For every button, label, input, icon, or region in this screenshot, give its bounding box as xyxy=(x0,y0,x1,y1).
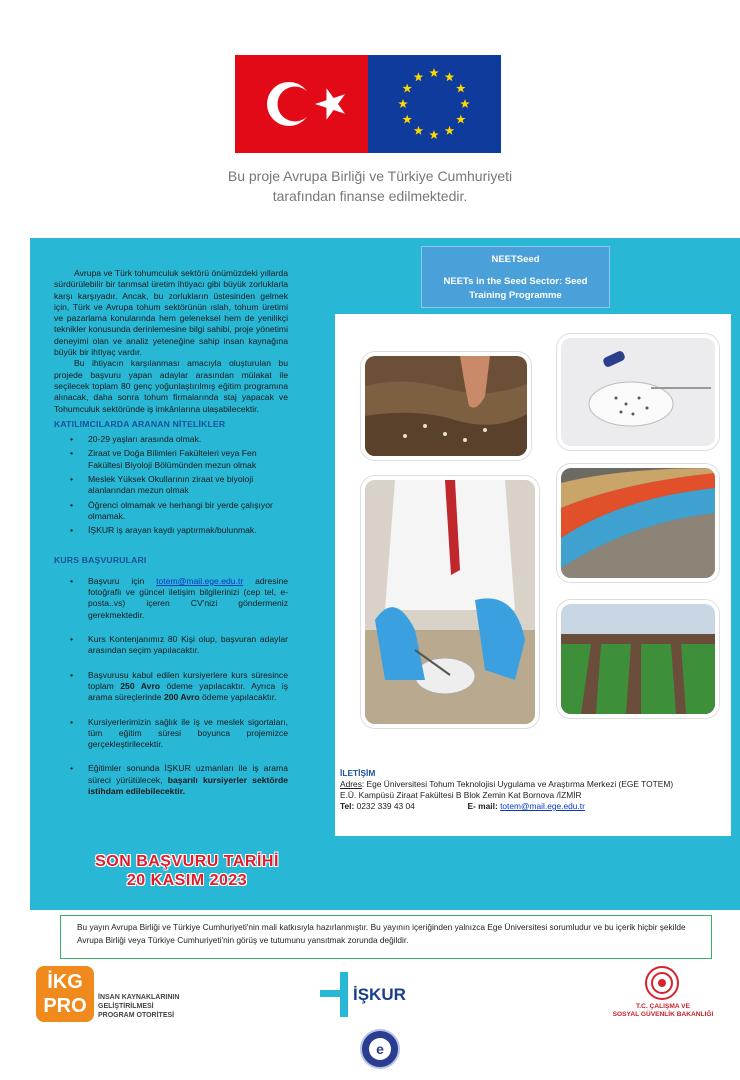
requirement-item: • 20-29 yaşları arasında olmak. xyxy=(54,434,288,445)
address-label: Adres xyxy=(340,779,362,789)
photo-petri-dish xyxy=(557,334,719,450)
contact-title: İLETİŞİM xyxy=(340,768,376,778)
pro-logo-text: PRO xyxy=(43,995,87,1017)
employment-highlight: başarılı kursiyerler sektörde istihdam edilebilecektir. xyxy=(88,774,288,796)
requirements-list xyxy=(54,434,288,536)
application-item-payment xyxy=(54,670,288,704)
ministry-emblem-icon xyxy=(645,966,679,1000)
ikg-caption-line: PROGRAM OTORİTESİ xyxy=(98,1011,175,1019)
deadline-line-1: SON BAŞVURU TARİHİ xyxy=(95,853,279,870)
photo-area xyxy=(335,314,731,836)
application-text: ödeme yapılacaktır. xyxy=(202,692,277,703)
contact-block xyxy=(340,768,730,812)
photo-seed-collection xyxy=(557,464,719,582)
program-title-box xyxy=(421,246,610,308)
ikg-caption-line: GELİŞTİRİLMESİ xyxy=(98,1002,154,1010)
ikg-caption xyxy=(98,994,179,1020)
ikg-logo-text: İKG xyxy=(47,971,83,993)
contact-address xyxy=(340,779,730,790)
payment-amount-1: 250 Avro xyxy=(120,680,161,691)
ministry-line-2: SOSYAL GÜVENLİK BAKANLIĞI xyxy=(612,1011,714,1018)
applications-title: KURS BAŞVURULARI xyxy=(54,554,147,565)
application-text: Başvurusu kabul edilen kursiyerlere kurs süresince toplam xyxy=(88,669,288,691)
payment-amount-2: 200 Avro xyxy=(163,692,200,703)
eu-star-icon xyxy=(429,68,439,77)
application-text: Başvuru için xyxy=(88,575,145,586)
eu-star-icon xyxy=(456,115,466,124)
left-column xyxy=(54,268,288,810)
eu-star-icon xyxy=(414,126,424,135)
requirements-title: KATILIMCILARDA ARANAN NİTELİKLER xyxy=(54,418,226,429)
eu-star-icon xyxy=(402,115,412,124)
application-item-email xyxy=(54,576,288,621)
phone-label: Tel: xyxy=(340,801,355,811)
disclaimer: Bu yayın Avrupa Birliği ve Türkiye Cumhuriyeti'nin mali katkısıyla hazırlanmıştır. Bu yayının içeriğinden yalnızca Ege Üniversitesi sorumludur ve bu içerik hiçbir şekilde Avrupa Birliği veya Türkiye Cumhuriyeti'nin görüş ve tutumunu yansıtmak zorunda değildir. xyxy=(60,915,712,959)
address-line-1: : Ege Üniversitesi Tohum Teknolojisi Uygulama ve Araştırma Merkezi (EGE TOTEM) xyxy=(361,779,674,789)
eu-star-icon xyxy=(402,84,412,93)
application-text: Eğitimler sonunda İŞKUR uzmanları ile iş arama süreci yürütülecek, xyxy=(88,763,288,785)
eu-star-icon xyxy=(445,126,455,135)
ikg-pro-logo xyxy=(36,966,94,1022)
contact-email-link[interactable]: totem@mail.ege.edu.tr xyxy=(500,801,585,811)
deadline-date: 20 KASIM 2023 xyxy=(126,872,248,889)
photo-seed-sowing xyxy=(361,352,531,460)
requirement-item: • Öğrenci olmamak ve herhangi bir yerde çalışıyor olmamak. xyxy=(54,500,288,523)
program-subtitle: NEETs in the Seed Sector: Seed Training Programme xyxy=(443,276,588,301)
funding-line-1: Bu proje Avrupa Birliği ve Türkiye Cumhuriyeti xyxy=(227,168,513,184)
applications-list xyxy=(54,576,288,797)
eu-star-icon xyxy=(456,84,466,93)
ikg-caption-line: İNSAN KAYNAKLARININ xyxy=(98,994,180,1001)
eu-star-icon xyxy=(398,99,408,108)
requirement-item: • İŞKUR iş arayan kaydı yaptırmak/bulunmak. xyxy=(54,525,288,536)
svg-text:e: e xyxy=(376,1041,384,1057)
intro-paragraph-2: Bu ihtiyacın karşılanması amacıyla oluşturulan bu projede başvuru yapan adaylar arasından mülakat ile seçilecek toplam 80 genç yoğunlaştırılmış eğitim programına alınacak, daha sonra tohum firmalarında staj yapacak ve Tohumculuk sektöründe iş imkânlarına ulaşabilecektir. xyxy=(54,358,288,414)
email-label: E- mail: xyxy=(467,801,498,811)
photo-lab-work xyxy=(361,476,539,728)
application-item-insurance: • Kursiyerlerimizin sağlık ile iş ve meslek sigortaları, tüm eğitim süresi boyunca projemizce gerçekleştirilecektir. xyxy=(54,717,288,751)
funding-line-2: tarafından finanse edilmektedir. xyxy=(272,188,468,204)
ministry-caption xyxy=(608,1003,718,1019)
application-text: adresine fotoğraflı ve güncel iletişim bilgilerinizi (cep tel, e-posta..vs) içeren CV'nizi göndermeniz gerekmektedir. xyxy=(88,575,289,620)
application-text: ödeme yapılacaktır. Ayrıca iş arama süreçlerinde xyxy=(88,680,289,703)
intro-paragraph-1: Avrupa ve Türk tohumculuk sektörü önümüzdeki yıllarda sürdürülebilir bir tarımsal üretim ihtiyacı gibi büyük zorluklarla karşı karşıyadır. Ancak, bu zorlukların üstesinden gelmek için, Türk ve Avrupa tohum sektörünün ıslah, tohum üretimi ve pazarlama konularında hem geleneksel hem de yenilikçi teknikler konusunda derinlemesine bilgi sahibi, proje yönetimi deneyimi olan ve analiz yeteneğine sahip insan kaynağına büyük bir ihtiyaç vardır. xyxy=(54,268,288,358)
eu-star-icon xyxy=(414,72,424,81)
application-item-quota: • Kurs Kontenjanımız 80 Kişi olup, başvuran adaylar arasından seçim yapılacaktır. xyxy=(54,634,288,657)
iskur-logo-text: İŞKUR xyxy=(353,985,406,1004)
requirement-item: • Meslek Yüksek Okullarının ziraat ve biyoloji alanlarından mezun olmak xyxy=(54,474,288,497)
contact-phone-email xyxy=(340,801,730,812)
photo-seed-field xyxy=(557,600,719,718)
eu-flag xyxy=(368,55,501,153)
ministry-line-1: T.C. ÇALIŞMA VE xyxy=(636,1003,690,1010)
eu-star-icon xyxy=(460,99,470,108)
deadline xyxy=(62,852,312,890)
requirement-item: • Ziraat ve Doğa Bilimleri Fakülteleri veya Fen Fakültesi Biyoloji Bölümünden mezun olmak xyxy=(54,448,288,471)
phone-number: 0232 339 43 04 xyxy=(356,801,415,811)
application-item-employment xyxy=(54,763,288,797)
ege-university-logo xyxy=(360,1029,400,1069)
email-link[interactable]: totem@mail.ege.edu.tr xyxy=(156,575,244,586)
eu-star-icon xyxy=(429,130,439,139)
funding-statement xyxy=(200,166,540,206)
address-line-2: E.Ü. Kampüsü Ziraat Fakültesi B Blok Zemin Kat Bornova /İZMİR xyxy=(340,790,582,800)
program-name: NEETSeed xyxy=(491,254,540,265)
flags xyxy=(235,55,501,153)
turkey-flag xyxy=(235,55,368,153)
eu-star-icon xyxy=(445,72,455,81)
